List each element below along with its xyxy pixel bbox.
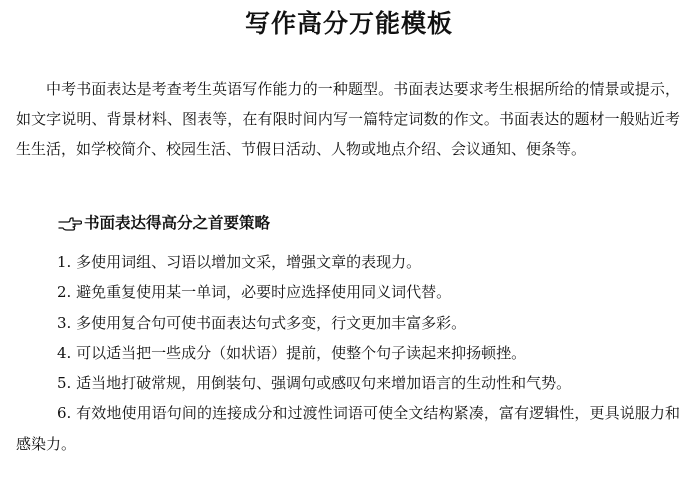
strategy-item-1: 1. 多使用词组、习语以增加文采，增强文章的表现力。 (57, 253, 422, 271)
strategy-item-6: 6. 有效地使用语句间的连接成分和过渡性词语可使全文结构紧凑，富有逻辑性，更具说服力和感染力。 (16, 404, 680, 453)
pointing-hand-icon (58, 215, 82, 231)
strategy-list (16, 247, 680, 459)
page-title: 写作高分万能模板 (244, 9, 453, 38)
intro-paragraph: 中考书面表达是考查考生英语写作能力的一种题型。书面表达要求考生根据所给的情景或提示，如文字说明、背景材料、图表等，在有限时间内写一篇特定词数的作文。书面表达的题材一般贴近考生生活，如学校简介、校园生活、节假日活动、人物或地点介绍、会议通知、便条等。 (16, 80, 680, 158)
section-heading (58, 210, 270, 236)
section-heading-text: 书面表达得高分之首要策略 (84, 214, 271, 232)
strategy-item-3: 3. 多使用复合句可使书面表达句式多变，行文更加丰富多彩。 (57, 313, 467, 332)
strategy-item-2: 2. 避免重复使用某一单词，必要时应选择使用同义词代替。 (57, 283, 452, 302)
strategy-item-5: 5. 适当地打破常规，用倒装句、强调句或感叹句来增加语言的生动性和气势。 (57, 374, 572, 393)
strategy-item-4: 4. 可以适当把一些成分（如状语）提前，使整个句子读起来抑扬顿挫。 (57, 343, 527, 362)
